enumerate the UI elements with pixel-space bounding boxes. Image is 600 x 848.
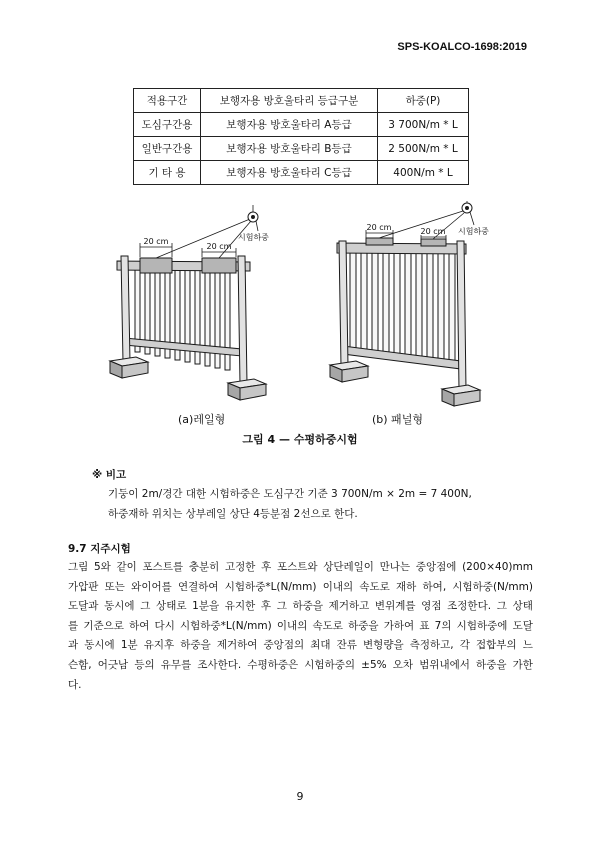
word: 만나는 [379,561,411,573]
picket [350,253,356,352]
word: 또는 [104,580,125,593]
word: 제거하여 [216,639,258,652]
word: 유무를 [160,658,192,671]
table-header-cell: 적용구간 [134,89,201,113]
word: 하여, [422,580,447,593]
word: 동시에 [84,639,115,652]
note-heading: ※ 비고 [92,469,127,481]
word: 1분을 [192,600,220,613]
word: 시험하중*L(N/mm) [180,619,272,632]
word: 수평하중은 [247,658,299,671]
word: 하중을 [348,619,379,632]
load-label: 시험하중 [458,227,489,236]
word: 속도로 [312,619,343,632]
word: ±5% [361,658,387,671]
word: 1분 [120,639,138,652]
page-number: 9 [296,790,304,803]
table-header-row [134,89,469,113]
picket [383,253,389,357]
word: 포스트를 [142,561,184,573]
left-base-block [110,357,148,378]
word: 이내의 [322,580,354,593]
left-base-block [330,361,368,382]
rail-type-fence [110,205,269,400]
dimension-label: 20 cm [206,242,232,251]
word: 를 [68,619,79,632]
word: 후 [261,561,272,573]
word: 하중을 [292,600,323,613]
table-cell: 3 700N/m * L [378,113,469,137]
table-cell: 도심구간용 [134,113,201,137]
word: 와이어를 [131,580,172,593]
word: 유지한 [224,600,256,613]
word: 잔류 [336,639,357,652]
paragraph-line: 다. [68,678,82,691]
dimension-label: 20 cm [420,227,446,236]
picket [449,253,455,365]
word: 조정한다. [447,600,492,613]
word: 그 [496,600,507,613]
word: 가하여 [383,619,415,632]
paragraph-line [68,558,533,578]
load-plate [140,258,172,273]
section-heading: 9.7 지주시험 [68,543,131,555]
picket [361,253,367,354]
picket [438,253,444,363]
word: 중앙점에 [415,561,457,573]
word: 시험하중에 [456,619,508,632]
load-arrow [256,221,258,231]
top-rail [337,243,466,254]
picket [416,253,422,361]
table-cell: 기 타 용 [134,161,201,185]
word: 후 [260,600,272,613]
panel-type-fence [330,201,489,406]
table-cell: 보행자용 방호울타리 B등급 [201,137,378,161]
picket [427,253,433,362]
word: 표 [419,619,430,632]
word: 오차 [392,658,414,671]
picket [394,253,400,358]
dimension-label: 20 cm [366,223,392,232]
word: 가한 [512,658,533,671]
word: 하중을 [476,658,507,671]
word: 조사한다. [197,658,242,671]
word: 등의 [134,658,155,671]
picket [405,253,411,359]
word: 재하 [396,580,417,593]
table-row [134,113,469,137]
table-cell: 보행자용 방호울타리 A등급 [201,113,378,137]
word: 7의 [434,619,452,632]
right-base-block [228,379,266,400]
word: 시험하중의 [304,658,355,671]
table-cell: 보행자용 방호울타리 C등급 [201,161,378,185]
right-post [238,256,247,384]
table-header-cell: 하중(P) [378,89,469,113]
word: 그 [276,600,287,613]
word: 슨함, [68,658,92,671]
word: 포스트와 [276,561,318,573]
word: 상태로 [156,600,187,613]
word: 상단레일이 [323,561,374,573]
load-arrow [470,212,474,225]
note-line: 하중재하 위치는 상부레일 상단 4등분점 2선으로 한다. [108,508,358,520]
word: 상태 [512,600,533,613]
word: 도달과 [68,600,99,613]
picket [372,253,378,355]
horizontal-load-test-figure [90,200,510,415]
left-post [121,256,130,362]
pickets [135,266,230,370]
figure-caption-a: (a)레일형 [178,413,226,426]
word: 기준으로 [83,619,124,632]
word: 영점 [421,600,442,613]
table-cell: 일반구간용 [134,137,201,161]
left-post [339,241,348,366]
section-paragraph [68,558,533,695]
word: 유지후 [143,639,175,652]
word: 이내의 [276,619,308,632]
word: 가압판 [68,580,99,593]
word: (200×40)mm [462,561,533,573]
pickets [350,253,455,365]
paragraph-line [68,636,533,656]
word: 그림 [68,561,89,573]
right-post [457,241,466,390]
right-base-block [442,385,480,406]
word: 다시 [154,619,175,632]
word: 시험하중(N/mm) [452,580,533,593]
table-header-cell: 보행자용 방호울타리 등급구분 [201,89,378,113]
word: 동시에 [104,600,135,613]
word: 도달 [512,619,533,632]
word: 하여 [129,619,150,632]
word: 범위내에서 [419,658,470,671]
table-row [134,161,469,185]
load-label: 시험하중 [238,233,269,242]
load-grade-table [133,88,469,185]
bottom-rail [124,338,242,356]
table-row [134,137,469,161]
figure-caption-b: (b) 패널형 [372,413,423,426]
note-line: 기둥이 2m/경간 대한 시험하중은 도심구간 기준 3 700N/m × 2m = 7 400N, [108,488,472,500]
word: 하중을 [180,639,211,652]
paragraph-line [68,597,533,617]
load-plate [421,239,446,246]
word: 고정한 [224,561,256,573]
paragraph-line [68,656,533,676]
word: 최대 [310,639,331,652]
word: 어긋남 [97,658,129,671]
word: 느 [522,639,533,652]
figure-title: 그림 4 — 수평하중시험 [242,433,358,446]
word: 측정하고, [409,639,454,652]
document-id: SPS-KOALCO-1698:2019 [397,41,527,53]
pulley-axle [466,207,469,210]
word: 중앙점의 [263,639,305,652]
paragraph-line [68,578,533,598]
load-plate [202,258,236,273]
word: 제거하고 [328,600,370,613]
word: 시험하중*L(N/mm) [224,580,317,593]
load-plate [366,238,393,245]
word: 5와 [94,561,111,573]
word: 그 [140,600,151,613]
paragraph-line [68,617,533,637]
word: 과 [68,639,79,652]
table-cell: 2 500N/m * L [378,137,469,161]
word: 연결하여 [177,580,219,593]
word: 변위계를 [374,600,416,613]
word: 변형량을 [363,639,404,652]
word: 같이 [116,561,137,573]
word: 속도로 [359,580,390,593]
word: 충분히 [188,561,220,573]
word: 각 [459,639,470,652]
table-cell: 400N/m * L [378,161,469,185]
dimension-label: 20 cm [143,237,169,246]
pulley-axle [252,216,255,219]
word: 접합부의 [476,639,517,652]
